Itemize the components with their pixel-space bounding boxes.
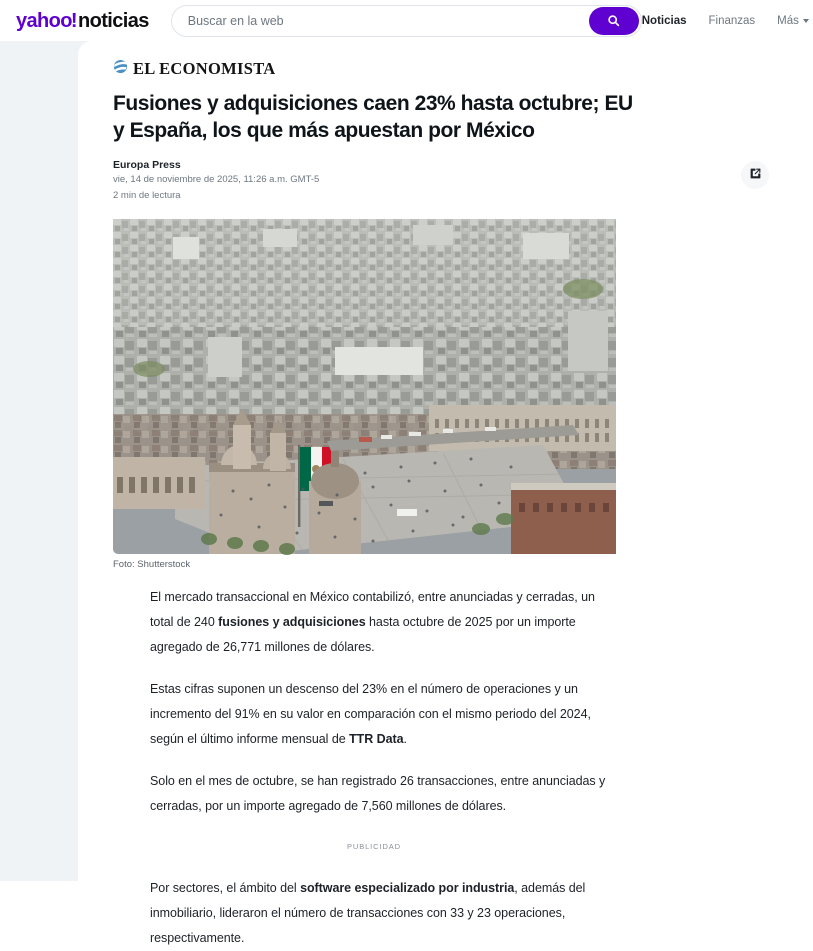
search-box[interactable] (171, 5, 642, 37)
provider-name: EL ECONOMISTA (133, 59, 276, 78)
byline (113, 159, 319, 203)
article-paragraph: Por sectores, el ámbito del software especializado por industria, además del inmobiliario, lideraron el número de transacciones con 33 y 23 operaciones, respectivamente. (150, 881, 586, 946)
hero-caption: Foto: Shutterstock (113, 558, 191, 570)
hero-image (113, 219, 616, 554)
article-paragraph: Estas cifras suponen un descenso del 23% en el número de operaciones y un incremento del 91% en su valor en comparación con el mismo periodo del 2024, según el último informe mensual de TTR Data. (150, 682, 591, 747)
article-paragraph: Solo en el mes de octubre, se han registrado 26 transacciones, entre anunciadas y cerradas, por un importe agregado de 7,560 millones de dólares. (150, 774, 606, 814)
byline-row (113, 159, 771, 203)
zocalo-aerial-photo (113, 219, 616, 554)
page-title: Fusiones y adquisiciones caen 23% hasta octubre; EU y España, los que más apuestan por México (113, 92, 633, 142)
header-nav (642, 15, 813, 27)
logo-exclamation-icon: ! (70, 9, 77, 32)
advertisement-label: PUBLICIDAD (346, 842, 401, 852)
open-original-button[interactable] (741, 161, 769, 189)
search-icon (607, 14, 620, 27)
yahoo-noticias-logo[interactable] (16, 11, 149, 31)
advertisement-slot (150, 836, 618, 854)
search-submit-button[interactable] (589, 7, 639, 35)
byline-read-time: 2 min de lectura (113, 190, 181, 202)
logo-yahoo-text: yahoo (16, 9, 72, 32)
chevron-down-icon (803, 19, 809, 23)
nav-link-finanzas-label: Finanzas (708, 14, 756, 27)
nav-link-noticias-label: Noticias (641, 14, 687, 27)
search-input[interactable] (188, 7, 589, 35)
article-card (78, 41, 811, 946)
nav-link-finanzas[interactable] (709, 15, 756, 27)
nav-link-mas-label: Más (777, 14, 799, 27)
article-paragraph: El mercado transaccional en México contabilizó, entre anunciadas y cerradas, un total de 240 fusiones y adquisiciones hasta octubre de 2025 por un importe agregado de 26,771 millones de dólares. (150, 590, 595, 655)
byline-author: Europa Press (113, 158, 181, 171)
article-body (113, 585, 618, 951)
logo-vertical-text: noticias (77, 9, 149, 32)
site-header (0, 0, 811, 41)
byline-date: vie, 14 de noviembre de 2025, 11:26 a.m. GMT-5 (113, 174, 320, 186)
article-provider[interactable] (113, 59, 771, 79)
page-shell (0, 41, 811, 946)
external-link-icon (749, 167, 762, 183)
nav-link-mas[interactable] (777, 15, 809, 27)
globe-swirl-icon (113, 59, 128, 79)
search-area (171, 5, 642, 37)
nav-link-noticias[interactable] (642, 15, 687, 27)
hero-figure (113, 219, 616, 571)
